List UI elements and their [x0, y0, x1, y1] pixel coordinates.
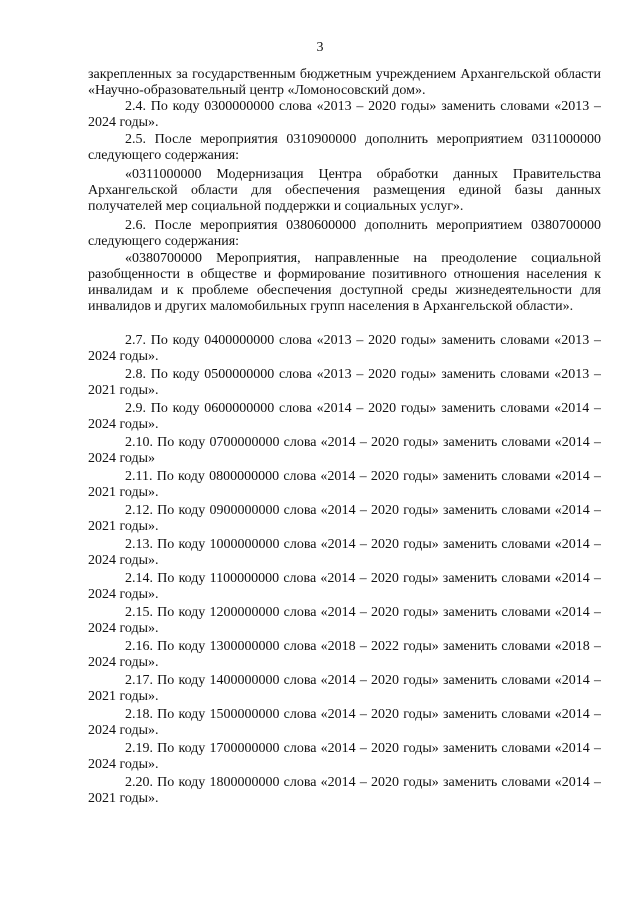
paragraph-item-2-19: 2.19. По коду 1700000000 слова «2014 – 2020 годы» заменить словами «2014 – 2024 годы».: [88, 741, 601, 772]
document-body: [88, 67, 601, 808]
paragraph-item-2-17: 2.17. По коду 1400000000 слова «2014 – 2020 годы» заменить словами «2014 – 2021 годы».: [88, 673, 601, 704]
paragraph-item-2-10: 2.10. По коду 0700000000 слова «2014 – 2020 годы» заменить словами «2014 – 2024 годы»: [88, 435, 601, 466]
paragraph-item-2-4: 2.4. По коду 0300000000 слова «2013 – 2020 годы» заменить словами «2013 – 2024 годы».: [88, 99, 601, 130]
paragraph-item-2-11: 2.11. По коду 0800000000 слова «2014 – 2020 годы» заменить словами «2014 – 2021 годы».: [88, 469, 601, 500]
paragraph-item-2-13: 2.13. По коду 1000000000 слова «2014 – 2020 годы» заменить словами «2014 – 2024 годы».: [88, 537, 601, 568]
paragraph-quote-0380700000: «0380700000 Мероприятия, направленные на преодоление социальной разобщенности в обществе и формирование позитивного отношения населения к инвалидам и к проблеме обеспечения доступной среды жизнедеятельности для инвалидов и других маломобильных групп населения в Архангельской области».: [88, 251, 601, 314]
paragraph-item-2-15: 2.15. По коду 1200000000 слова «2014 – 2020 годы» заменить словами «2014 – 2024 годы».: [88, 605, 601, 636]
paragraph-item-2-9: 2.9. По коду 0600000000 слова «2014 – 2020 годы» заменить словами «2014 – 2024 годы».: [88, 401, 601, 432]
paragraph-item-2-20: 2.20. По коду 1800000000 слова «2014 – 2020 годы» заменить словами «2014 – 2021 годы».: [88, 775, 601, 806]
paragraph-item-2-12: 2.12. По коду 0900000000 слова «2014 – 2020 годы» заменить словами «2014 – 2021 годы».: [88, 503, 601, 534]
paragraph-item-2-6: 2.6. После мероприятия 0380600000 дополнить мероприятием 0380700000 следующего содержания:: [88, 218, 601, 249]
paragraph-quote-0311000000: «0311000000 Модернизация Центра обработки данных Правительства Архангельской области для обеспечения размещения единой базы данных получателей мер социальной поддержки и социальных услуг».: [88, 167, 601, 214]
paragraph-item-2-5: 2.5. После мероприятия 0310900000 дополнить мероприятием 0311000000 следующего содержания:: [88, 132, 601, 163]
paragraph-item-2-18: 2.18. По коду 1500000000 слова «2014 – 2020 годы» заменить словами «2014 – 2024 годы».: [88, 707, 601, 738]
paragraph-item-2-14: 2.14. По коду 1100000000 слова «2014 – 2020 годы» заменить словами «2014 – 2024 годы».: [88, 571, 601, 602]
page-number: 3: [316, 40, 324, 55]
paragraph-item-2-16: 2.16. По коду 1300000000 слова «2018 – 2022 годы» заменить словами «2018 – 2024 годы».: [88, 639, 601, 670]
paragraph-item-2-7: 2.7. По коду 0400000000 слова «2013 – 2020 годы» заменить словами «2013 – 2024 годы».: [88, 333, 601, 364]
paragraph-continuation: закрепленных за государственным бюджетным учреждением Архангельской области «Научно-образовательный центр «Ломоносовский дом».: [88, 67, 601, 98]
paragraph-item-2-8: 2.8. По коду 0500000000 слова «2013 – 2020 годы» заменить словами «2013 – 2021 годы».: [88, 367, 601, 398]
